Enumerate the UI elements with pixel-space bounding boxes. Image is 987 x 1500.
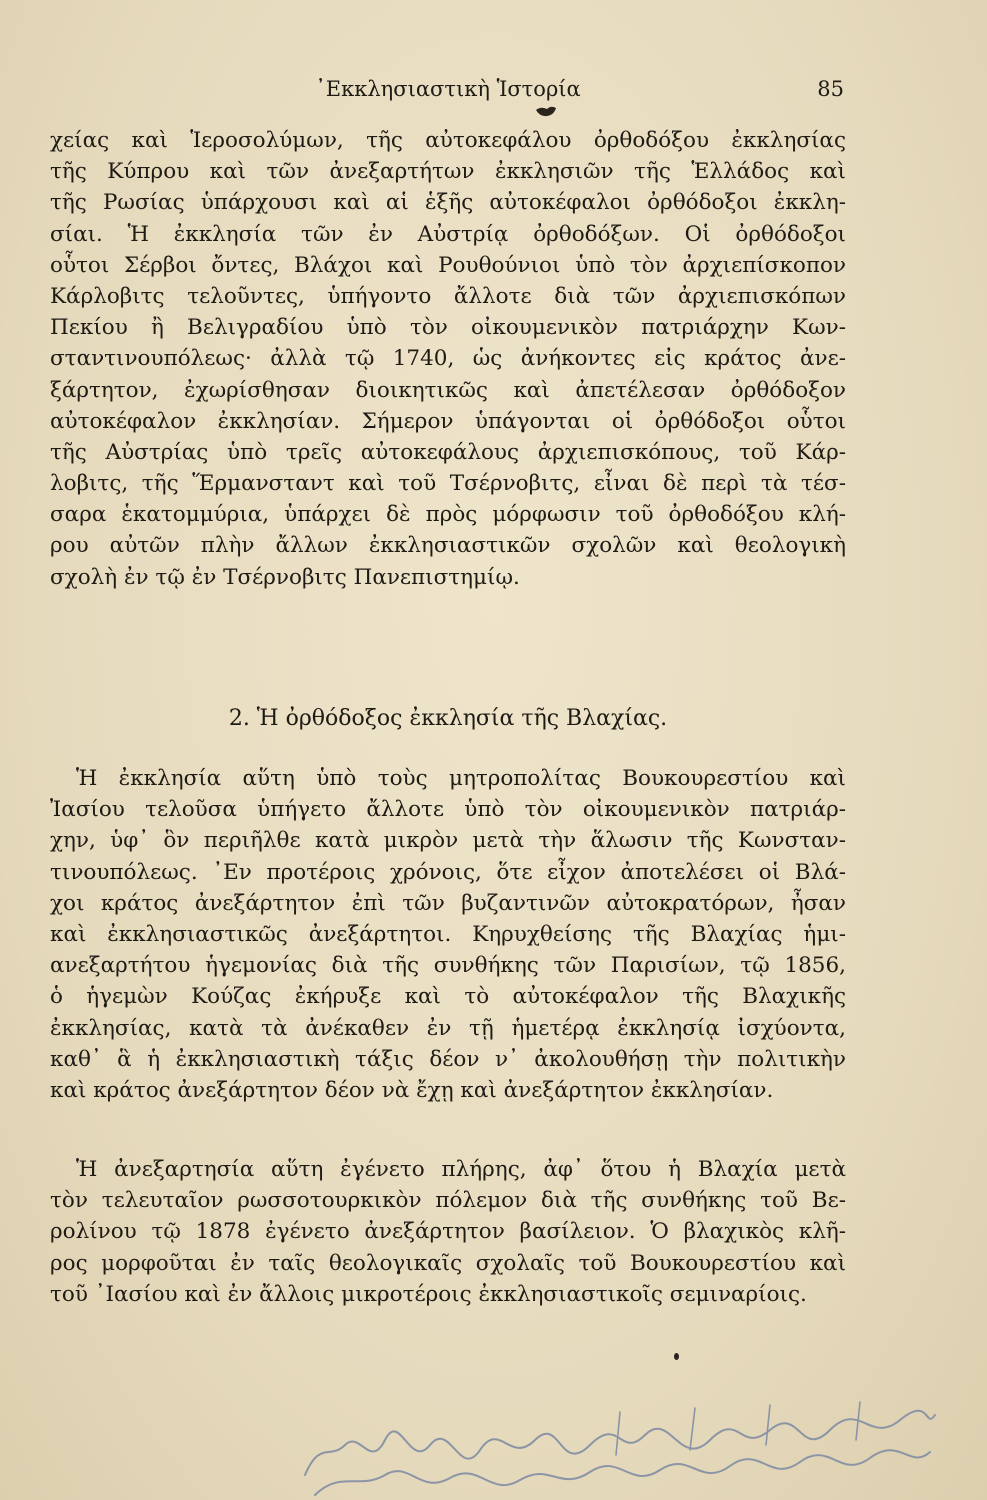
handwritten-annotation [300, 1400, 940, 1500]
text-line: ξάρτητον, ἐχωρίσθησαν διοικητικῶς καὶ ἀπετέλεσαν ὀρθόδοξον [50, 377, 846, 403]
text-line: τὸν τελευταῖον ρωσσοτουρκικὸν πόλεμον διὰ τῆς συνθήκης τοῦ Βε- [50, 1188, 846, 1214]
text-line: καθ᾿ ἃ ἡ ἐκκλησιαστικὴ τάξις δέον ν᾿ ἀκολουθήσῃ τὴν πολιτικὴν [50, 1046, 846, 1072]
running-title: ᾿Εκκλησιαστικὴ Ἱστορία [315, 77, 581, 101]
text-line: σίαι. Ἡ ἐκκλησία τῶν ἐν Αὐστρίᾳ ὀρθοδόξων. Οἱ ὀρθόδοξοι [50, 221, 846, 247]
text-line: Ἡ ἀνεξαρτησία αὕτη ἐγένετο πλήρης, ἀφ᾿ ὅτου ἡ Βλαχία μετὰ [76, 1157, 846, 1182]
ink-blot-icon [535, 104, 557, 118]
text-line: Πεκίου ἢ Βελιγραδίου ὑπὸ τὸν οἰκουμενικὸν πατριάρχην Κων- [50, 315, 846, 341]
text-line: χείας καὶ Ἱεροσολύμων, τῆς αὐτοκεφάλου ὀρθοδόξου ἐκκλησίας [50, 128, 846, 153]
text-line: Ἡ ἐκκλησία αὕτη ὑπὸ τοὺς μητροπολίτας Βουκουρεστίου καὶ [76, 766, 846, 791]
text-line: ἐκκλησίας, κατὰ τὰ ἀνέκαθεν ἐν τῇ ἡμετέρᾳ ἐκκλησίᾳ ἰσχύοντα, [50, 1015, 846, 1041]
text-line: αὐτοκέφαλον ἐκκλησίαν. Σήμερον ὑπάγονται οἱ ὀρθόδοξοι οὗτοι [50, 408, 846, 434]
paragraph-1 [50, 125, 846, 593]
page-header [52, 74, 844, 104]
text-line: χην, ὑφ᾿ ὃν περιῆλθε κατὰ μικρὸν μετὰ τὴν ἅλωσιν τῆς Κωνσταν- [50, 828, 846, 854]
text-line: ὁ ἡγεμὼν Κούζας ἐκήρυξε καὶ τὸ αὐτοκέφαλον τῆς Βλαχικῆς [50, 984, 846, 1010]
text-line: χοι κράτος ἀνεξάρτητον ἐπὶ τῶν βυζαντινῶν αὐτοκρατόρων, ἦσαν [50, 890, 846, 916]
text-line: Ἰασίου τελοῦσα ὑπήγετο ἄλλοτε ὑπὸ τὸν οἰκουμενικὸν πατριάρ- [50, 797, 846, 823]
text-line: ρος μορφοῦται ἐν ταῖς θεολογικαῖς σχολαῖς τοῦ Βουκουρεστίου καὶ [50, 1250, 846, 1276]
text-line: τινουπόλεως. ᾿Εν προτέροις χρόνοις, ὅτε εἶχον ἀποτελέσει οἱ Βλά- [50, 859, 846, 885]
text-line: λοβιτς, τῆς Ἕρμανσταντ καὶ τοῦ Τσέρνοβιτς, εἶναι δὲ περὶ τὰ τέσ- [50, 471, 846, 497]
text-line: καὶ κράτος ἀνεξάρτητον δέον νὰ ἔχῃ καὶ ἀνεξάρτητον ἐκκλησίαν. [50, 1077, 774, 1103]
text-line: τῆς Κύπρου καὶ τῶν ἀνεξαρτήτων ἐκκλησιῶν τῆς Ἑλλάδος καὶ [50, 159, 846, 185]
text-line: τῆς Ρωσίας ὑπάρχουσι καὶ αἱ ἑξῆς αὐτοκέφαλοι ὀρθόδοξοι ἐκκλη- [50, 190, 846, 216]
page-number: 85 [817, 77, 844, 101]
text-line: ρου αὐτῶν πλὴν ἄλλων ἐκκλησιαστικῶν σχολῶν καὶ θεολογικὴ [50, 533, 846, 559]
text-line: τῆς Αὐστρίας ὑπὸ τρεῖς αὐτοκεφάλους ἀρχιεπισκόπους, τοῦ Κάρ- [50, 439, 846, 465]
text-line: ανεξαρτήτου ἡγεμονίας διὰ τῆς συνθήκης τῶν Παρισίων, τῷ 1856, [50, 953, 846, 979]
paragraph-2 [50, 763, 846, 1106]
text-line: Κάρλοβιτς τελοῦντες, ὑπήγοντο ἄλλοτε διὰ τῶν ἀρχιεπισκόπων [50, 283, 846, 309]
text-line: τοῦ ᾿Ιασίου καὶ ἐν ἄλλοις μικροτέροις ἐκκλησιαστικοῖς σεμιναρίοις. [50, 1281, 807, 1307]
text-line: οὗτοι Σέρβοι ὄντες, Βλάχοι καὶ Ρουθούνιοι ὑπὸ τὸν ἀρχιεπίσκοπον [50, 252, 846, 278]
text-line: σταντινουπόλεως· ἀλλὰ τῷ 1740, ὡς ἀνήκοντες εἰς κράτος ἀνε- [50, 346, 846, 372]
text-line: σαρα ἑκατομμύρια, ὑπάρχει δὲ πρὸς μόρφωσιν τοῦ ὀρθοδόξου κλή- [50, 502, 846, 528]
section-heading: 2. Ἡ ὀρθόδοξος ἐκκλησία τῆς Βλαχίας. [228, 706, 668, 731]
text-line: ρολίνου τῷ 1878 ἐγένετο ἀνεξάρτητον βασίλειον. Ὁ βλαχικὸς κλῆ- [50, 1219, 846, 1245]
text-line: καὶ ἐκκλησιαστικῶς ἀνεξάρτητοι. Κηρυχθείσης τῆς Βλαχίας ἡμι- [50, 921, 846, 947]
paragraph-3 [50, 1154, 846, 1310]
text-line: σχολὴ ἐν τῷ ἐν Τσέρνοβιτς Πανεπιστημίῳ. [50, 564, 520, 590]
ink-dot [674, 1353, 679, 1360]
